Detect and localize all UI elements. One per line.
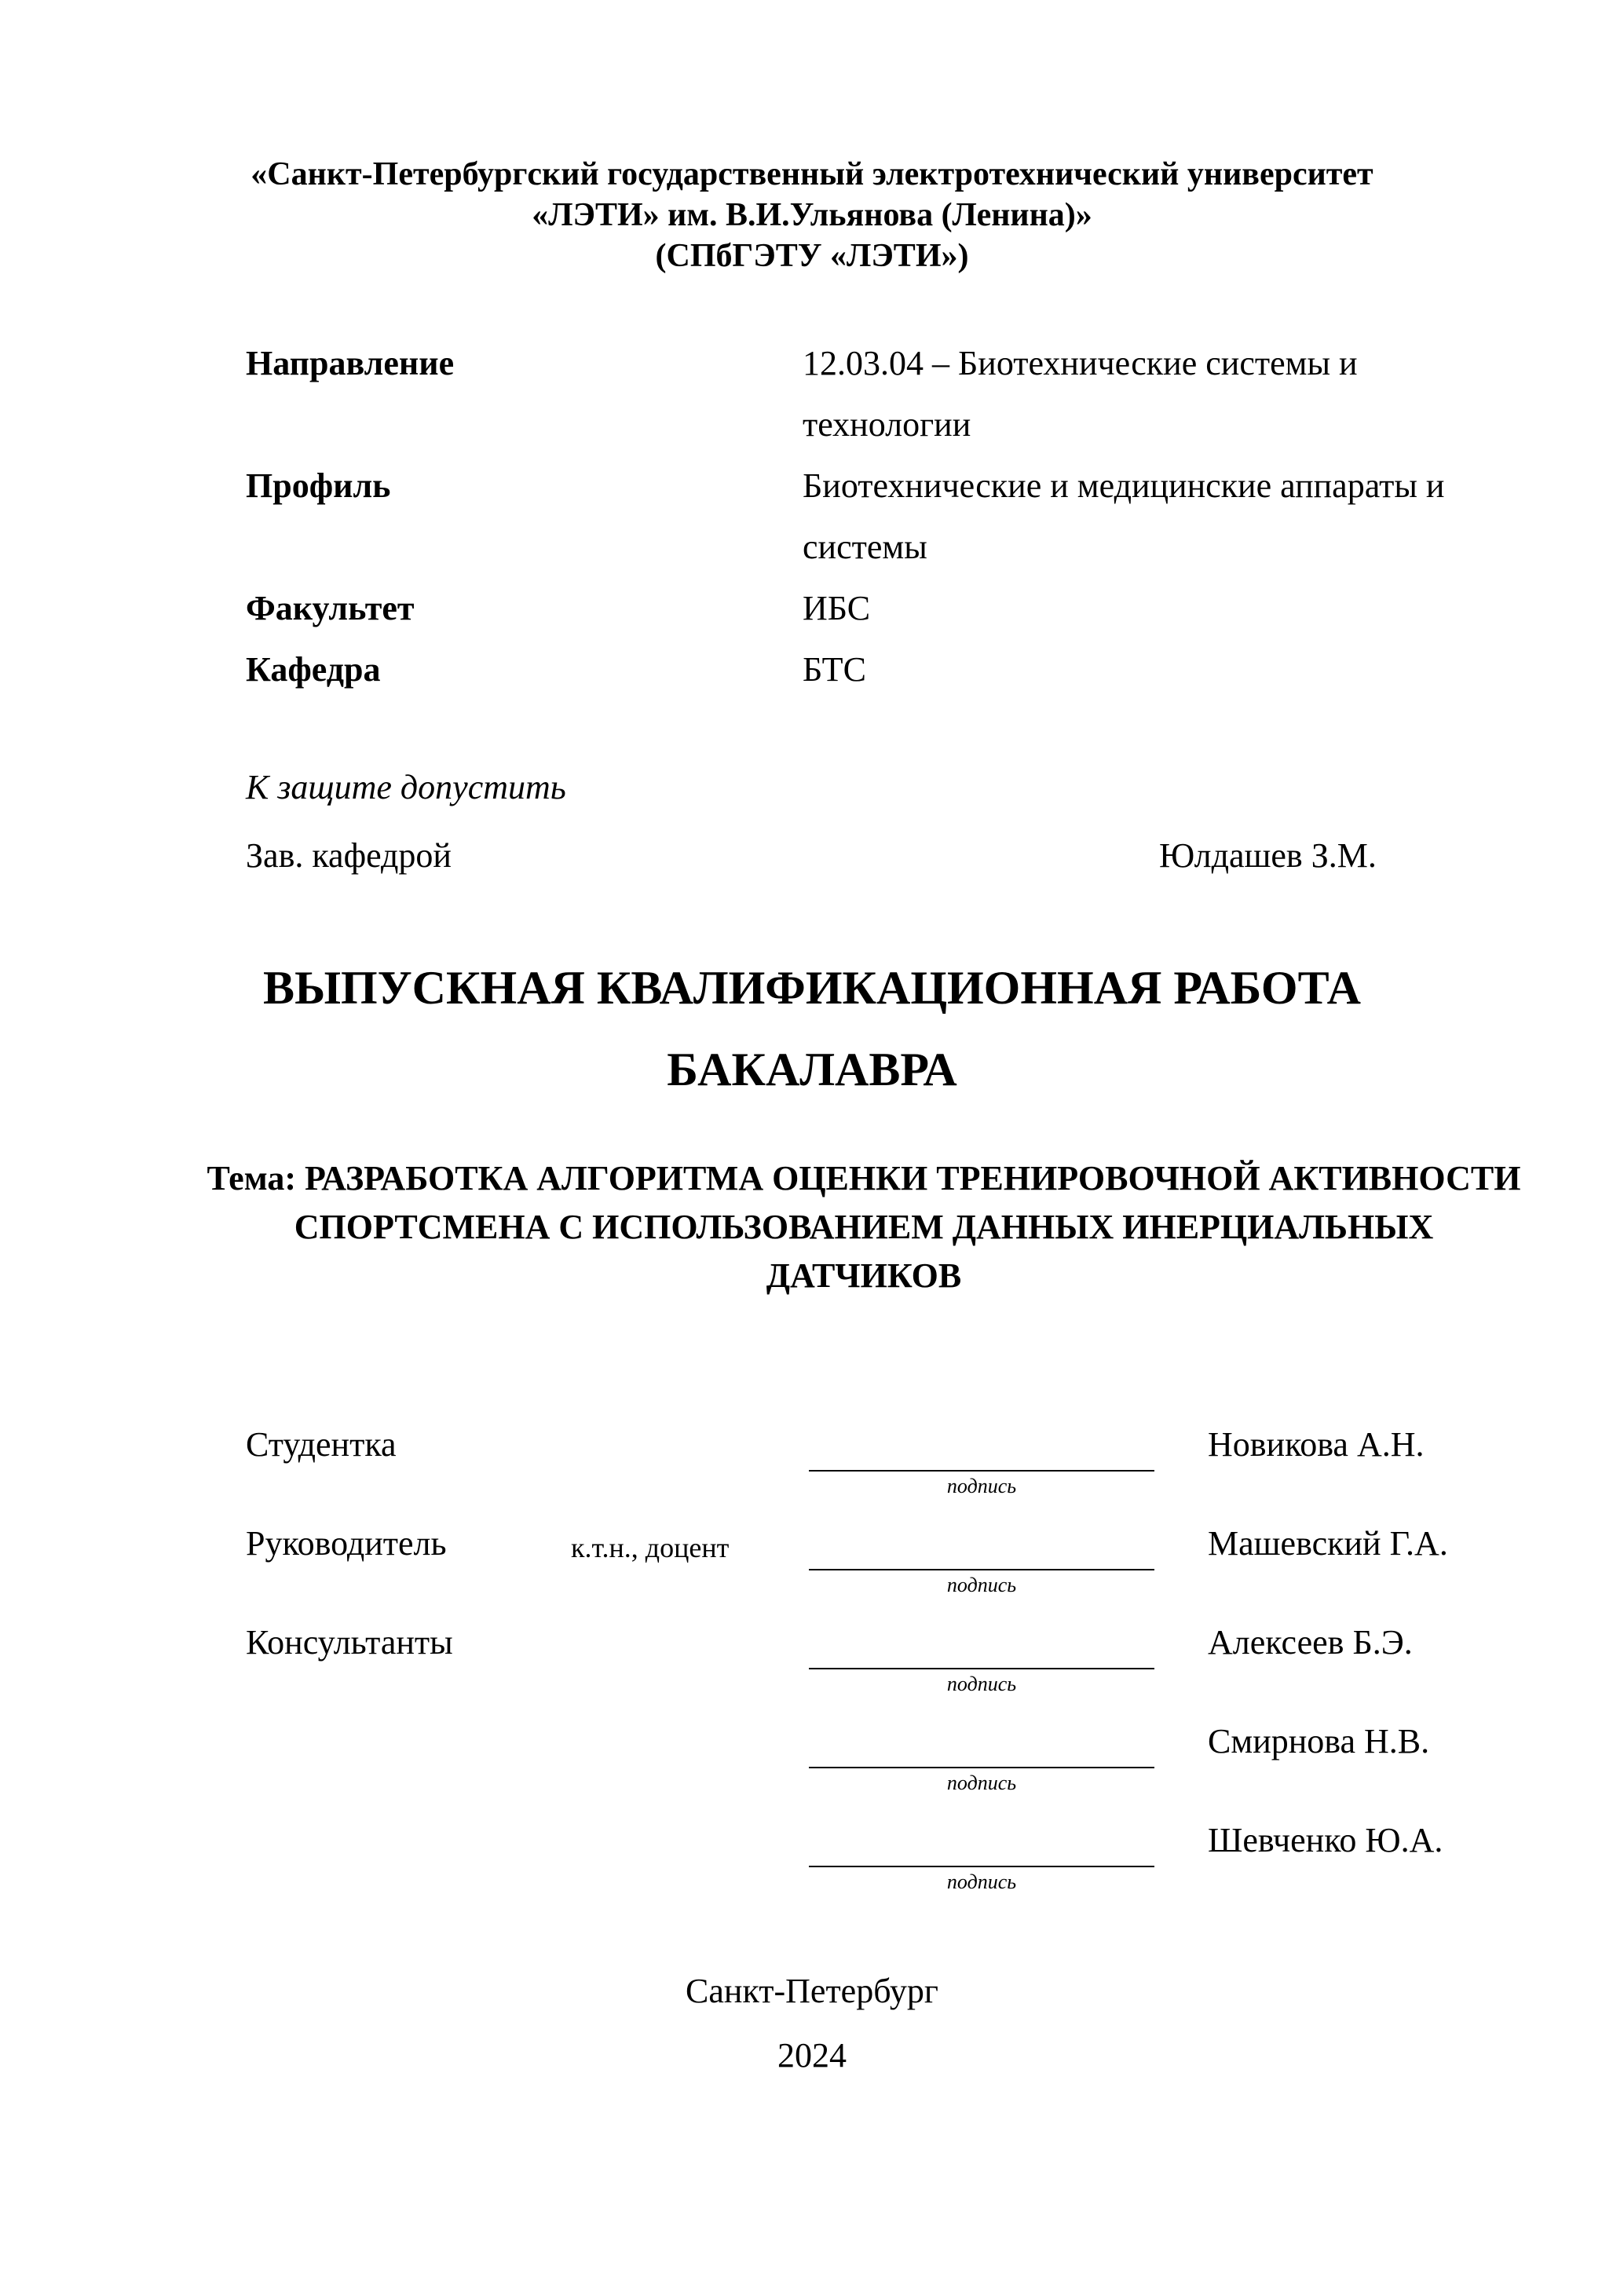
university-header [0, 154, 1624, 276]
signature-caption: подпись [946, 1870, 1017, 1893]
document-title-line1: ВЫПУСКНАЯ КВАЛИФИКАЦИОННАЯ РАБОТА [263, 962, 1361, 1014]
info-value-profile: Биотехнические и медицинские аппараты и системы [803, 466, 1445, 566]
signature-caption: подпись [946, 1574, 1017, 1596]
signature-caption: подпись [946, 1673, 1017, 1695]
signature-row-student [0, 1420, 1624, 1495]
signature-line [809, 1767, 1154, 1768]
document-title [0, 947, 1624, 1110]
signature-role: Студентка [246, 1425, 397, 1464]
info-value-department: БТС [803, 650, 866, 689]
signature-row-supervisor [0, 1519, 1624, 1594]
document-title-line2: БАКАЛАВРА [667, 1044, 957, 1095]
signature-line [809, 1866, 1154, 1867]
head-of-department-role: Зав. кафедрой [246, 836, 452, 875]
signature-caption: подпись [946, 1771, 1017, 1794]
info-label-faculty: Факультет [246, 589, 415, 627]
admission-text: К защите допустить [246, 768, 566, 806]
signature-degree: к.т.н., доцент [571, 1532, 730, 1563]
university-name-line2: «ЛЭТИ» им. В.И.Ульянова (Ленина)» [532, 197, 1092, 233]
signature-name: Новикова А.Н. [1208, 1425, 1425, 1464]
info-label-direction: Направление [246, 344, 455, 382]
signature-name: Шевченко Ю.А. [1208, 1821, 1443, 1859]
info-label-department: Кафедра [246, 650, 381, 689]
signature-row-consultant-3 [0, 1815, 1624, 1891]
head-of-department-name: Юлдашев З.М. [1159, 836, 1377, 875]
thesis-theme: Тема: РАЗРАБОТКА АЛГОРИТМА ОЦЕНКИ ТРЕНИРОВОЧНОЙ АКТИВНОСТИ СПОРТСМЕНА С ИСПОЛЬЗОВАНИЕМ ДАННЫХ ИНЕРЦИАЛЬНЫХ ДАТЧИКОВ [207, 1159, 1521, 1295]
info-label-profile: Профиль [246, 466, 391, 505]
signature-row-consultant-1 [0, 1618, 1624, 1693]
signature-role: Руководитель [246, 1524, 447, 1563]
signature-name: Смирнова Н.В. [1208, 1722, 1430, 1760]
university-name-line1: «Санкт-Петербургский государственный электротехнический университет [251, 156, 1373, 192]
signature-name: Машевский Г.А. [1208, 1524, 1448, 1563]
signature-row-consultant-2 [0, 1717, 1624, 1792]
footer-city: Санкт-Петербург [686, 1972, 938, 2010]
signature-line [809, 1569, 1154, 1570]
info-value-direction: 12.03.04 – Биотехнические системы и технологии [803, 344, 1358, 444]
signature-role: Консультанты [246, 1623, 453, 1662]
footer-year: 2024 [777, 2036, 847, 2075]
signature-name: Алексеев Б.Э. [1208, 1623, 1413, 1662]
info-value-faculty: ИБС [803, 589, 871, 627]
university-abbreviation: (СПбГЭТУ «ЛЭТИ») [655, 238, 969, 274]
signature-caption: подпись [946, 1475, 1017, 1497]
signature-line [809, 1668, 1154, 1669]
signature-line [809, 1470, 1154, 1472]
